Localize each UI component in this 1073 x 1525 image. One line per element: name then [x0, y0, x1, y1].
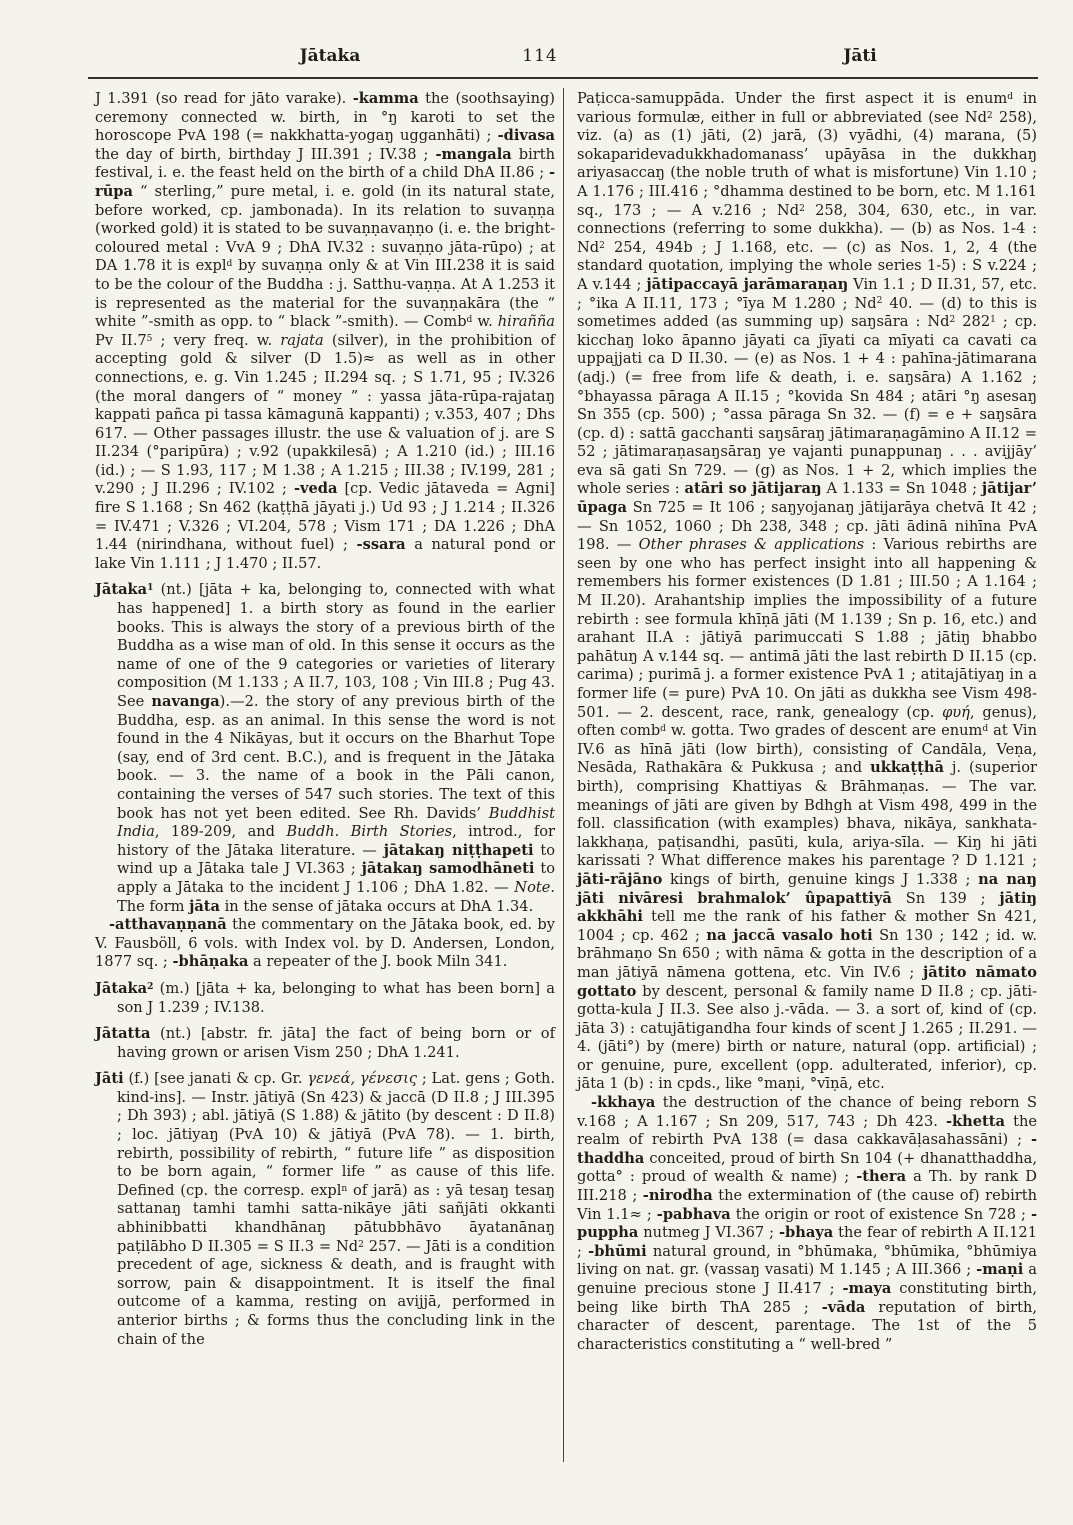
column-divider-rule — [563, 88, 564, 1462]
running-header — [0, 46, 1073, 72]
header-rule — [88, 77, 1038, 79]
entry-jati-compounds: -kkhaya the destruction of the chance of being reborn S v.168 ; A 1.167 ; Sn 209, 517, 743 ; Dh 423. -khetta the realm of rebirth PvA 138 (= dasa cakkavāḷasahassāni) ; -thaddha conceited, proud of birth Sn 104 (+ dhanatthaddha, gotta° : proud of wealth & name) ; -thera a Th. by rank D III.218 ; -nirodha the extermination of (the cause of) rebirth Vin 1.1≈ ; -pabhava the origin or root of existence Sn 728 ; -puppha nutmeg J VI.367 ; -bhaya the fear of rebirth A II.121 ; -bhūmi natural ground, in °bhūmaka, °bhūmika, °bhūmiya living on nat. gr. (vassaŋ vasati) M 1.145 ; A III.366 ; -maṇi a genuine precious stone J II.417 ; -maya constituting birth, being like birth ThA 285 ; -vāda reputation of birth, character of descent, parentage. The 1st of the 5 characteristics constituting a “ well-bred ” — [577, 1094, 1038, 1353]
page-number: 114 — [522, 46, 558, 66]
right-column — [577, 90, 1037, 1354]
running-head-left-guideword: Jātaka — [299, 46, 361, 66]
entry-continuation-jatarupa: J 1.391 (so read for jāto varake). -kamma the (soothsaying) ceremony connected w. birth, in °ŋ karoti to set the horoscope PvA 198 (= nakkhatta-yogaŋ ugganhāti) ; -divasa the day of birth, birthday J III.391 ; IV.38 ; -mangala birth festival, i. e. the feast held on the birth of a child DhA II.86 ; -rūpa “ sterling,” pure metal, i. e. gold (in its natural state, before worked, cp. jambonada). In its relation to suvaṇṇa (worked gold) it is stated to be suvaṇṇavaṇṇo (i. e. the bright-coloured metal : VvA 9 ; DhA IV.32 : suvaṇṇo jāta-rūpo) ; at DA 1.78 it is expl$^d$ by suvaṇṇa only & at Vin III.238 it is said to be the colour of the Buddha : j. Satthu-vaṇṇa. At A 1.253 it is represented as the material for the suvaṇṇakāra (the “ white ”-smith as opp. to “ black ”-smith). — Comb$^d$ w. hirañña Pv $II.7^5$ ; very freq. w. rajata (silver), in the prohibition of accepting gold & silver (D 1.5)≈ as well as in other connections, e. g. Vin 1.245 ; II.294 sq. ; S 1.71, 95 ; IV.326 (the moral dangers of “ money ” : yassa jāta-rūpa-rajataŋ kappati pañca pi tassa kāmagunā kappanti) ; v.353, 407 ; Dhs 617. — Other passages illustr. the use & valuation of j. are S II.234 (°paripūra) ; v.92 (upakkilesā) ; A 1.210 (id.) ; III.16 (id.) ; — S 1.93, 117 ; M 1.38 ; A 1.215 ; III.38 ; IV.199, 281 ; v.290 ; J II.296 ; IV.102 ; -veda [cp. Vedic jātaveda = Agni] fire S 1.168 ; Sn 462 (kaṭṭhā jāyati j.) Ud 93 ; J 1.214 ; II.326 = IV.471 ; V.326 ; VI.204, 578 ; Vism 171 ; DA 1.226 ; DhA 1.44 (nirindhana, without fuel) ; -ssara a natural pond or lake Vin 1.111 ; J 1.470 ; II.57. — [95, 90, 556, 572]
running-head-right-guideword: Jāti — [843, 46, 877, 66]
entry-jati-continuation: Paṭicca-samuppāda. Under the first aspect it is enum$^d$ in various formulæ, either in full or abbreviated (see Nd$^2$ 258), viz. (a) as (1) jāti, (2) jarā, (3) vyādhi, (4) marana, (5) sokaparidevadukkhadomanass’ upāyāsa in the dukkhaŋ ariyasaccaŋ (the noble truth of what is misfortune) Vin 1.10 ; A 1.176 ; III.416 ; °dhamma destined to be born, etc. M 1.161 sq., 173 ; — A v.216 ; Nd$^2$ 258, 304, 630, etc., in var. connections (referring to some dukkha). — (b) as Nos. 1-4 : Nd$^2$ 254, 494b ; J 1.168, etc. — (c) as Nos. 1, 2, 4 (the standard quotation, implying the whole series 1-5) : S v.224 ; A v.144 ; jātipaccayā jarāmaraṇaŋ Vin 1.1 ; D II.31, 57, etc. ; °ika A II.11, 173 ; °īya M 1.280 ; Nd$^2$ 40. — (d) to this is sometimes added (as summing up) saŋsāra : Nd$^2$ $282^1$ ; cp. kicchaŋ loko āpanno jāyati ca jīyati ca mīyati ca cavati ca uppajjati ca D II.30. — (e) as Nos. 1 + 4 : pahīna-jātimarana (adj.) (= free from life & death, i. e. saŋsāra) A 1.162 ; °bhayassa pāraga A II.15 ; °kovida Sn 484 ; atāri °ŋ asesaŋ Sn 355 (cp. 500) ; °assa pāraga Sn 32. — (f) = e + saŋsāra (cp. d) : sattā gacchanti saŋsāraŋ jātimaraṇagāmino A II.12 = 52 ; jātimaraṇasaŋsāraŋ ye vajanti punappunaŋ . . . avijjāy’ eva sā gati Sn 729. — (g) as Nos. 1 + 2, which implies the whole series : atāri so jātijaraŋ A 1.133 = Sn 1048 ; jātijar’ ūpaga Sn 725 = It 106 ; saŋyojanaŋ jātijarāya chetvā It 42 ; — Sn 1052, 1060 ; Dh 238, 348 ; cp. jāti ādinā nihīna PvA 198. — Other phrases & applications : Various rebirths are seen by one who has perfect insight into all happening & remembers his former existences (D 1.81 ; III.50 ; A 1.164 ; M II.20). Arahantship implies the impossibility of a future rebirth : see formula khīṇā jāti (M 1.139 ; Sn p. 16, etc.) and arahant II.A : jātiyā parimuccati S 1.88 ; jātiŋ bhabbo pahātuŋ A v.144 sq. — antimā jāti the last rebirth D II.15 (cp. carima) ; purimā j. a former existence PvA 1 ; atitajātiyaŋ in a former life (= pure) PvA 10. On jāti as dukkha see Vism 498-501. — 2. descent, race, rank, genealogy (cp. φυή, genus), often comb$^d$ w. gotta. Two grades of descent are enum$^d$ at Vin IV.6 as hīnā jāti (low birth), consisting of Candāla, Veṇa, Nesāda, Rathakāra & Pukkusa ; and ukkaṭṭhā j. (superior birth), comprising Khattiyas & Brāhmaṇas. — The var. meanings of jāti are given by Bdhgh at Vism 498, 499 in the foll. classification (with examples) bhava, nikāya, sankhata-lakkhaṇa, paṭisandhi, pasūti, kula, ariya-sīla. — Kiŋ hi jāti karissati ? What difference makes his parentage ? D 1.121 ; jāti-rājāno kings of birth, genuine kings J 1.338 ; na naŋ jāti nivāresi brahmalok’ ûpapattiyā Sn 139 ; jātiŋ akkhāhi tell me the rank of his father & mother Sn 421, 1004 ; cp. 462 ; na jaccā vasalo hoti Sn 130 ; 142 ; id. w. brāhmaṇo Sn 650 ; with nāma & gotta in the description of a man jātiyā nāmena gottena, etc. Vin IV.6 ; jātito nāmato gottato by descent, personal & family name D II.8 ; cp. jāti-gotta-kula J II.3. See also j.-vāda. — 3. a sort of, kind of (cp. jāta 3) : catujātigandha four kinds of scent J 1.265 ; II.291. — 4. (jāti°) by (mere) birth or nature, natural (opp. artificial) ; or genuine, pure, excellent (opp. adulterated, inferior), cp. jāta 1 (b) : in cpds., like °maṇi, °vīṇā, etc. — [577, 90, 1038, 1093]
left-column — [95, 90, 555, 1349]
entry-jataka-1-compounds: -atthavaṇṇanā the commentary on the Jātaka book, ed. by V. Fausböll, 6 vols. with Index vol. by D. Andersen, London, 1877 sq. ; -bhāṇaka a repeater of the J. book Miln 341. — [95, 916, 555, 971]
entry-jataka-2: Jātaka$^2$ (m.) [jāta + ka, belonging to what has been born] a son J 1.239 ; IV.138. — [95, 979, 555, 1016]
entry-jatatta: Jātatta (nt.) [abstr. fr. jāta] the fact of being born or of having grown or arisen Vism 250 ; DhA 1.241. — [95, 1025, 555, 1061]
entry-jataka-1: Jātaka$^1$ (nt.) [jāta + ka, belonging to, connected with what has happened] 1. a birth story as found in the earlier books. This is always the story of a previous birth of the Buddha as a wise man of old. In this sense it occurs as the name of one of the 9 categories or varieties of literary composition (M 1.133 ; A II.7, 103, 108 ; Vin III.8 ; Pug 43. See navanga).—2. the story of any previous birth of the Buddha, esp. as an animal. In this sense the word is not found in the 4 Nikāyas, but it occurs on the Bharhut Tope (say, end of 3rd cent. B.C.), and is frequent in the Jātaka book. — 3. the name of a book in the Pāli canon, containing the verses of 547 such stories. The text of this book has not yet been edited. See Rh. Davids’ Buddhist India, 189-209, and Buddh. Birth Stories, introd., for history of the Jātaka literature. — jātakaŋ niṭṭhapeti to wind up a Jātaka tale J VI.363 ; jātakaŋ samodhāneti to apply a Jātaka to the incident J 1.106 ; DhA 1.82. — Note. The form jāta in the sense of jātaka occurs at DhA 1.34. — [95, 581, 555, 915]
entry-jati: Jāti (f.) [see janati & cp. Gr. γενεά, γένεσις ; Lat. gens ; Goth. kind-ins]. — Instr. jātiyā (Sn 423) & jaccā (D II.8 ; J III.395 ; Dh 393) ; abl. jātiyā (S 1.88) & jātito (by descent : D II.8) ; loc. jātiyaŋ (PvA 10) & jātiyā (PvA 78). — 1. birth, rebirth, possibility of rebirth, “ future life ” as disposition to be born again, “ former life ” as cause of this life. Defined (cp. the corresp. expl$^n$ of jarā) as : yā tesaŋ tesaŋ sattanaŋ tamhi tamhi satta-nikāye jāti sañjāti okkanti abhinibbatti khandhānaŋ pātubbhāvo āyatanānaŋ paṭilābho D II.305 = S $II.3 = Nd^2$ 257. — Jāti is a condition precedent of age, sickness & death, and is fraught with sorrow, pain & disappointment. It is itself the final outcome of a kamma, resting on avijjā, performed in anterior births ; & forms thus the concluding link in the chain of the — [95, 1070, 556, 1348]
